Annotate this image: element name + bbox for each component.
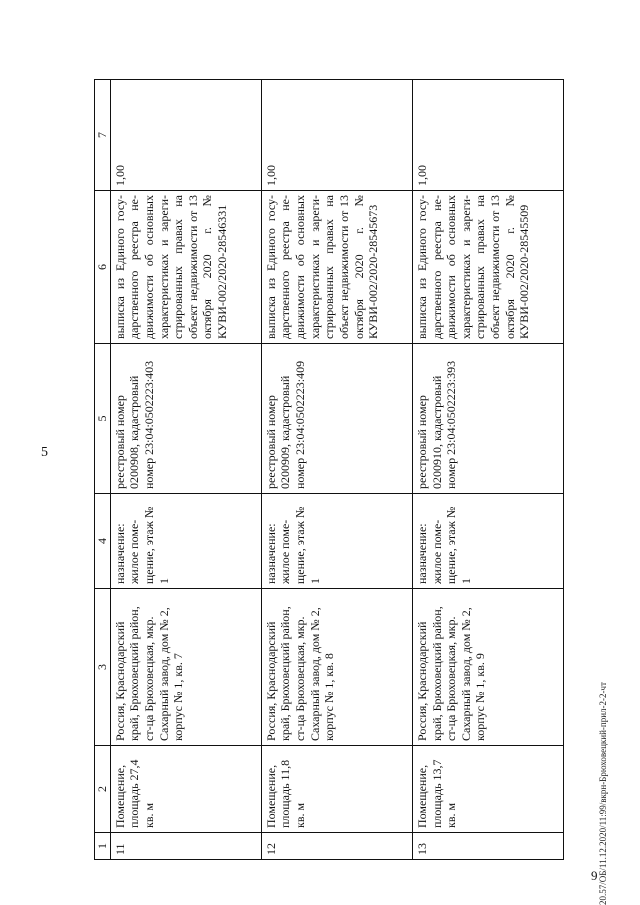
object-address: Россия, Краснодарский край, Брюховецкий район, ст-ца Брюховецкая, мкр. Сахарный завод, дом № 2, корпус № 1, кв. 7 <box>110 589 261 746</box>
object-quantity: 1,00 <box>110 80 261 191</box>
page-number: 5 <box>41 445 48 460</box>
object-name: Помещение, площадь 11,8 кв. м <box>261 746 412 833</box>
side-stamp-number: 9 <box>591 868 598 883</box>
header-col-1: 1 <box>95 833 111 860</box>
ownership-document: выписка из Единого госу-дарственного реестра не-движимости об основных характеристиках и зареги-стрированных правах на объект недвижимости от 13 октября 2020 г. № КУВИ-002/2020-28546331 <box>110 191 261 344</box>
object-registry-ids: реестровый номер 0200910, кадастровый номер 23:04:0502223:393 <box>412 344 563 494</box>
ownership-document: выписка из Единого госу-дарственного реестра не-движимости об основных характеристиках и зареги-стрированных правах на объект недвижимости от 13 октября 2020 г. № КУВИ-002/2020-28545673 <box>261 191 412 344</box>
ownership-document: выписка из Единого госу-дарственного реестра не-движимости об основных характеристиках и зареги-стрированных правах на объект недвижимости от 13 октября 2020 г. № КУВИ-002/2020-28545509 <box>412 191 563 344</box>
header-col-5: 5 <box>95 344 111 494</box>
row-number: 11 <box>110 833 261 860</box>
object-address: Россия, Краснодарский край, Брюховецкий район, ст-ца Брюховецкая, мкр. Сахарный завод, дом № 2, корпус № 1, кв. 8 <box>261 589 412 746</box>
object-quantity: 1,00 <box>261 80 412 191</box>
object-address: Россия, Краснодарский край, Брюховецкий район, ст-ца Брюховецкая, мкр. Сахарный завод, дом № 2, корпус № 1, кв. 9 <box>412 589 563 746</box>
object-registry-ids: реестровый номер 0200909, кадастровый номер 23:04:0502223:409 <box>261 344 412 494</box>
table-row <box>110 80 261 860</box>
row-number: 13 <box>412 833 563 860</box>
table-header-row <box>95 80 111 860</box>
object-quantity: 1,00 <box>412 80 563 191</box>
table-row <box>261 80 412 860</box>
document-footer-id: 20.57/ОБ/11.12.2020/11:99/вкрн-Брюховецкий-прил-2-2-чт <box>598 682 608 905</box>
object-name: Помещение, площадь 27,4 кв. м <box>110 746 261 833</box>
object-registry-ids: реестровый номер 0200908, кадастровый номер 23:04:0502223:403 <box>110 344 261 494</box>
object-purpose: назначение: жилое поме-щение, этаж № 1 <box>412 494 563 589</box>
header-col-6: 6 <box>95 191 111 344</box>
row-number: 12 <box>261 833 412 860</box>
header-col-4: 4 <box>95 494 111 589</box>
table-row <box>412 80 563 860</box>
object-purpose: назначение: жилое поме-щение, этаж № 1 <box>110 494 261 589</box>
object-name: Помещение, площадь 13,7 кв. м <box>412 746 563 833</box>
object-purpose: назначение: жилое поме-щение, этаж № 1 <box>261 494 412 589</box>
rotated-table-container <box>94 80 564 860</box>
property-table <box>94 79 564 860</box>
header-col-2: 2 <box>95 746 111 833</box>
header-col-7: 7 <box>95 80 111 191</box>
header-col-3: 3 <box>95 589 111 746</box>
